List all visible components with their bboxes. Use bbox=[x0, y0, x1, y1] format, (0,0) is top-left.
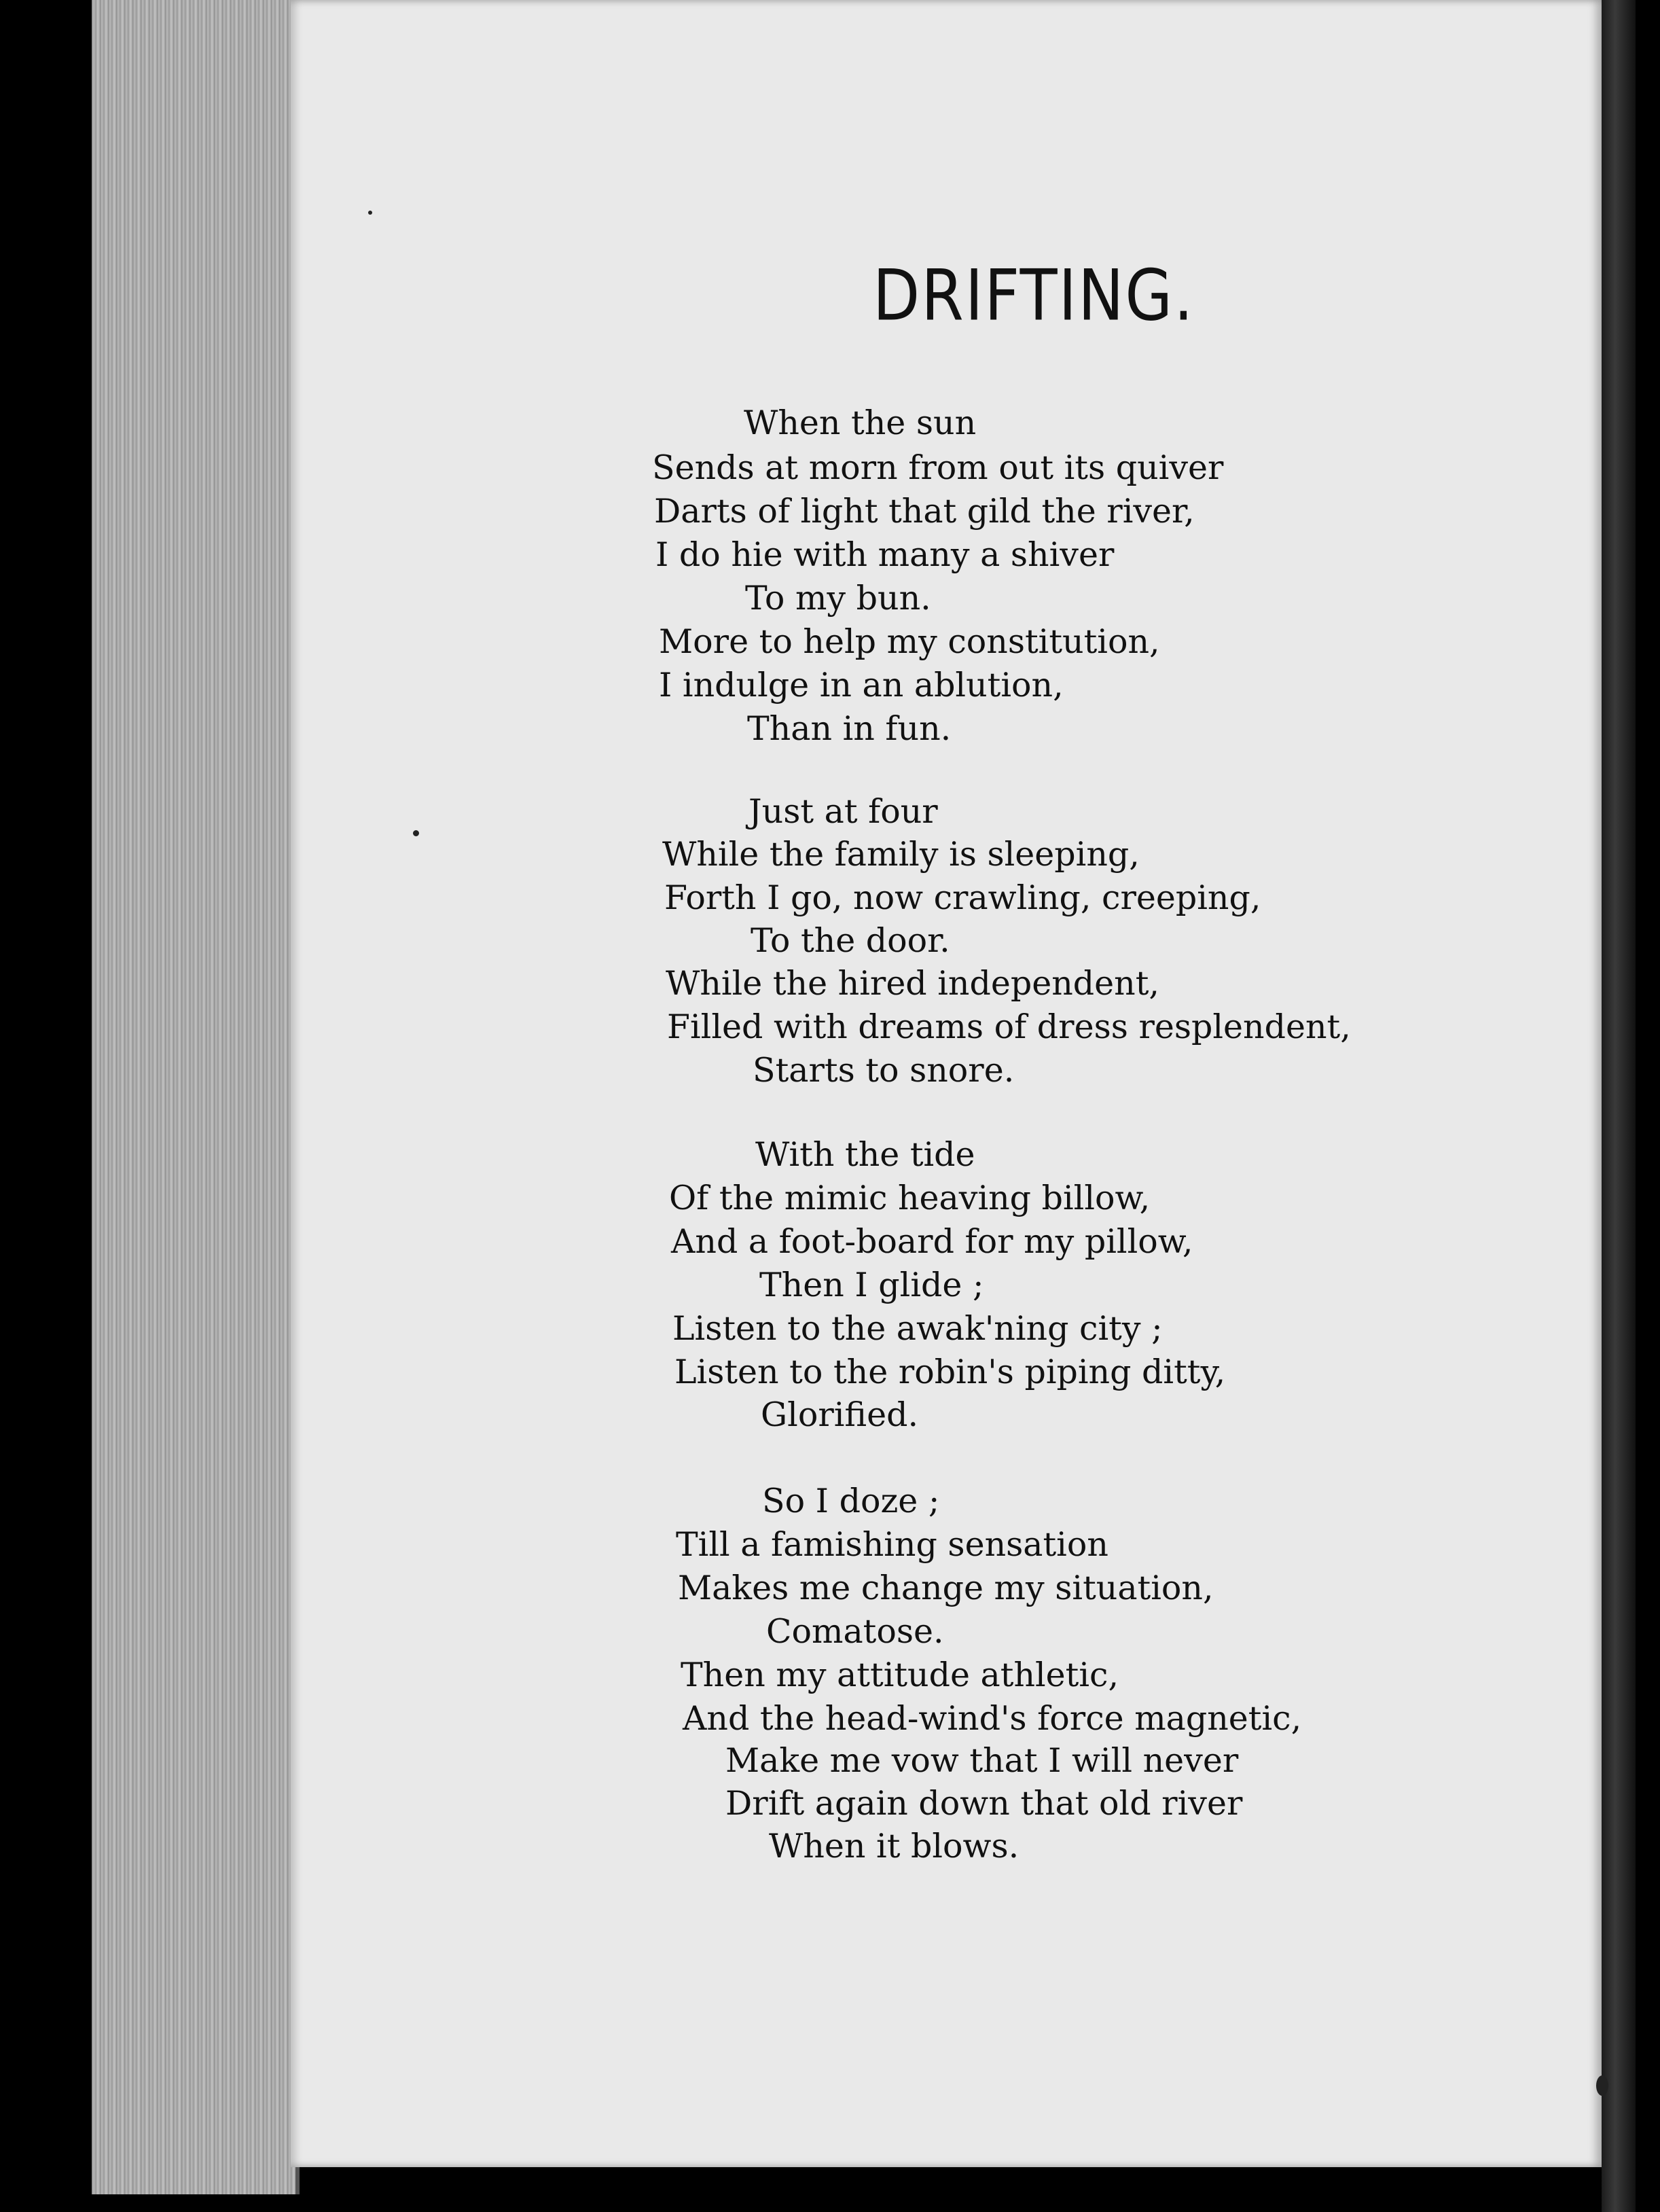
poem-line: Starts to snore. bbox=[753, 1051, 1015, 1090]
scan-speck bbox=[368, 211, 372, 215]
scan-speck bbox=[413, 830, 419, 836]
poem-line: To the door. bbox=[751, 921, 950, 960]
poem-line: Make me vow that I will never bbox=[725, 1741, 1239, 1780]
poem-line: I do hie with many a shiver bbox=[655, 535, 1115, 574]
poem-line: More to help my constitution, bbox=[659, 622, 1160, 661]
poem-line: Listen to the robin's piping ditty, bbox=[674, 1353, 1226, 1391]
poem-line: Just at four bbox=[748, 792, 938, 831]
poem-line: Listen to the awak'ning city ; bbox=[672, 1309, 1163, 1348]
poem-line: Filled with dreams of dress resplendent, bbox=[667, 1007, 1351, 1046]
poem-line: Than in fun. bbox=[747, 709, 952, 748]
poem-line: With the tide bbox=[755, 1135, 975, 1174]
poem-line: Drift again down that old river bbox=[725, 1784, 1243, 1823]
poem-line: Of the mimic heaving billow, bbox=[669, 1179, 1151, 1217]
poem-line: When it blows. bbox=[769, 1827, 1020, 1866]
poem-title: DRIFTING. bbox=[873, 255, 1195, 337]
poem-line: So I doze ; bbox=[762, 1482, 940, 1520]
poem-line: Then I glide ; bbox=[759, 1266, 984, 1304]
poem-line: I indulge in an ablution, bbox=[659, 666, 1064, 704]
poem-line: Comatose. bbox=[766, 1612, 944, 1651]
scan-speck bbox=[1596, 2075, 1608, 2096]
poem-line: While the family is sleeping, bbox=[662, 835, 1140, 874]
poem-line: Till a famishing sensation bbox=[676, 1525, 1108, 1564]
poem-line: And the head-wind's force magnetic, bbox=[683, 1699, 1302, 1738]
poem-line: Then my attitude athletic, bbox=[681, 1656, 1119, 1694]
poem-line: To my bun. bbox=[745, 579, 931, 618]
poem-line: And a foot-board for my pillow, bbox=[671, 1222, 1193, 1261]
poem-line: Darts of light that gild the river, bbox=[654, 492, 1195, 531]
poem-line: Glorified. bbox=[761, 1395, 919, 1434]
poem-line: When the sun bbox=[744, 404, 977, 442]
book-right-edge bbox=[1602, 0, 1636, 2212]
poem-line: While the hired independent, bbox=[666, 964, 1159, 1003]
poem-line: Makes me change my situation, bbox=[678, 1569, 1214, 1607]
poem-line: Sends at morn from out its quiver bbox=[652, 448, 1224, 487]
poem-line: Forth I go, now crawling, creeping, bbox=[664, 878, 1261, 917]
page-edges bbox=[92, 0, 300, 2194]
